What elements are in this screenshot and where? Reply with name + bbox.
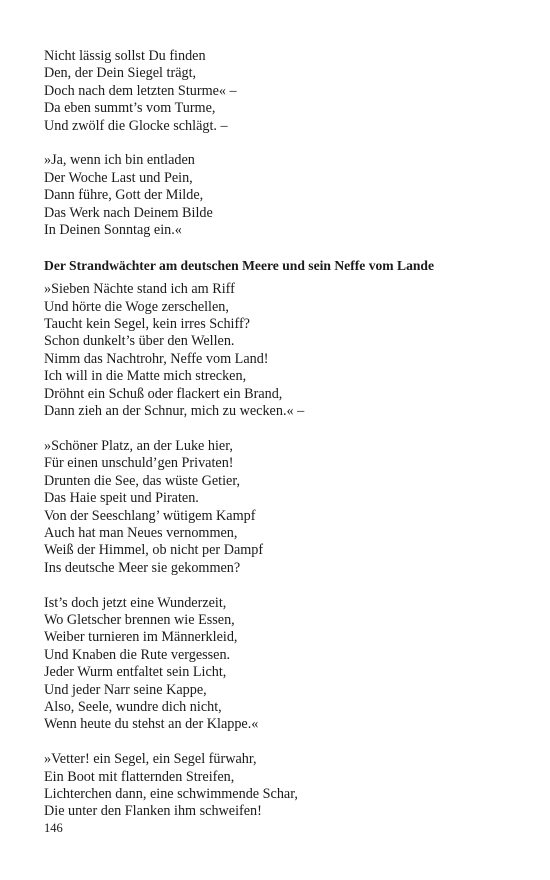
verse-line: Da eben summt’s vom Turme, <box>44 100 216 117</box>
verse-line: Nicht lässig sollst Du finden <box>44 48 206 64</box>
verse-line: Ins deutsche Meer sie gekommen? <box>44 559 241 576</box>
verse-line: »Sieben Nächte stand ich am Riff <box>44 281 235 298</box>
stanza <box>44 595 514 734</box>
verse-line: Und jeder Narr seine Kappe, <box>44 681 207 698</box>
verse-line: Weiß der Himmel, ob nicht per Dampf <box>44 542 264 559</box>
verse-line: Das Werk nach Deinem Bilde <box>44 204 213 221</box>
page-body <box>44 48 514 838</box>
poem-1 <box>44 48 514 239</box>
verse-line: Schon dunkelt’s über den Wellen. <box>44 333 235 350</box>
verse-line: Das Haie speit und Piraten. <box>44 490 199 507</box>
verse-line: Für einen unschuld’gen Privaten! <box>44 455 234 472</box>
stanza <box>44 751 514 821</box>
stanza <box>44 48 514 135</box>
poem-2 <box>44 257 514 821</box>
verse-line: Lichterchen dann, eine schwimmende Schar, <box>44 785 298 802</box>
verse-line: Und zwölf die Glocke schlägt. – <box>44 117 228 134</box>
verse-line: Und hörte die Woge zerschellen, <box>44 298 229 315</box>
verse-line: »Ja, wenn ich bin entladen <box>44 152 195 169</box>
stanza <box>44 438 514 577</box>
verse-line: Von der Seeschlang’ wütigem Kampf <box>44 507 256 524</box>
verse-line: Dann führe, Gott der Milde, <box>44 187 204 204</box>
verse-line: Ist’s doch jetzt eine Wunderzeit, <box>44 594 227 611</box>
stanza <box>44 152 514 239</box>
stanza <box>44 281 514 420</box>
verse-line: Dann zieh an der Schnur, mich zu wecken.« – <box>44 403 305 420</box>
verse-line: Wenn heute du stehst an der Klappe.« <box>44 716 259 733</box>
verse-line: Ich will in die Matte mich strecken, <box>44 368 247 385</box>
verse-line: Den, der Dein Siegel trägt, <box>44 65 197 82</box>
verse-line: Auch hat man Neues vernommen, <box>44 524 238 541</box>
verse-line: Nimm das Nachtrohr, Neffe vom Land! <box>44 350 269 367</box>
verse-line: Und Knaben die Rute vergessen. <box>44 646 231 663</box>
page-number: 146 <box>44 821 63 835</box>
verse-line: In Deinen Sonntag ein.« <box>44 222 182 239</box>
verse-line: »Schöner Platz, an der Luke hier, <box>44 437 233 454</box>
verse-line: »Vetter! ein Segel, ein Segel fürwahr, <box>44 751 257 768</box>
verse-line: Drunten die See, das wüste Getier, <box>44 472 241 489</box>
verse-line: Ein Boot mit flatternden Streifen, <box>44 768 235 785</box>
verse-line: Weiber turnieren im Männerkleid, <box>44 629 238 646</box>
verse-line: Taucht kein Segel, kein irres Schiff? <box>44 316 250 333</box>
verse-line: Wo Gletscher brennen wie Essen, <box>44 611 235 628</box>
verse-line: Also, Seele, wundre dich nicht, <box>44 698 222 715</box>
verse-line: Der Woche Last und Pein, <box>44 169 193 186</box>
verse-line: Die unter den Flanken ihm schweifen! <box>44 803 262 820</box>
poem-title: Der Strandwächter am deutschen Meere und sein Neffe vom Lande <box>44 257 435 273</box>
verse-line: Doch nach dem letzten Sturme« – <box>44 82 237 99</box>
verse-line: Dröhnt ein Schuß oder flackert ein Brand, <box>44 385 283 402</box>
verse-line: Jeder Wurm entfaltet sein Licht, <box>44 664 227 681</box>
